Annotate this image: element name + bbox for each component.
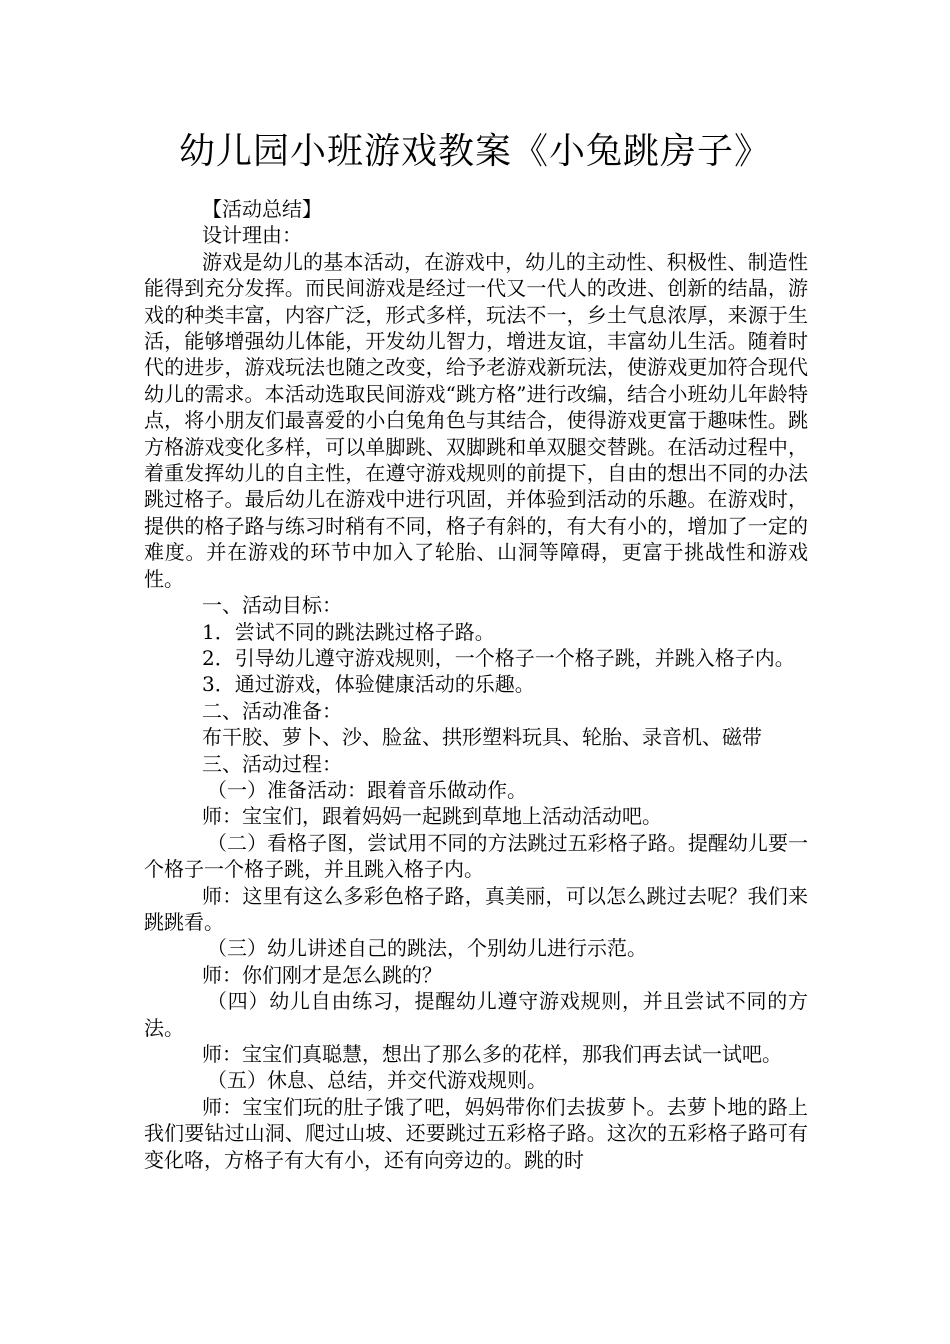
teacher-line-1: 师：宝宝们，跟着妈妈一起跳到草地上活动活动吧。 [202, 804, 662, 829]
teacher-line-4: 师：宝宝们真聪慧，想出了那么多的花样，那我们再去试一试吧。 [202, 1042, 782, 1066]
teacher-line-2: 师：这里有这么多彩色格子路，真美丽，可以怎么跳过去呢？我们来跳跳看。 [144, 883, 808, 934]
document-body [144, 196, 808, 1173]
preparation-list: 布干胶、萝卜、沙、脸盆、拱形塑料玩具、轮胎、录音机、磁带 [202, 725, 762, 750]
section-heading-preparation: 二、活动准备： [202, 698, 342, 723]
section-heading-summary: 【活动总结】 [202, 197, 322, 221]
document-title: 幼儿园小班游戏教案《小兔跳房子》 [178, 131, 771, 172]
goal-item-3: 3．通过游戏，体验健康活动的乐趣。 [202, 672, 535, 697]
process-step-5: （五）休息、总结，并交代游戏规则。 [207, 1068, 547, 1093]
process-step-2: （二）看格子图，尝试用不同的方法跳过五彩格子路。提醒幼儿要一个格子一个格子跳，并且跳入格子内。 [144, 830, 808, 882]
process-step-4: （四）幼儿自由练习，提醒幼儿遵守游戏规则，并且尝试不同的方法。 [144, 989, 808, 1040]
section-heading-goals: 一、活动目标： [202, 593, 342, 618]
goal-item-1: 1．尝试不同的跳法跳过格子路。 [202, 619, 495, 644]
teacher-line-5: 师：宝宝们玩的肚子饿了吧，妈妈带你们去拔萝卜。去萝卜地的路上我们要钻过山洞、爬过山坡、还要跳过五彩格子路。这次的五彩格子路可有变化咯，方格子有大有小，还有向旁边的。跳的时 [144, 1094, 808, 1172]
paragraph-label-reason: 设计理由： [202, 223, 302, 248]
process-step-3: （三）幼儿讲述自己的跳法，个别幼儿进行示范。 [207, 936, 647, 961]
process-step-1: （一）准备活动：跟着音乐做动作。 [207, 777, 527, 802]
paragraph-design-reason: 游戏是幼儿的基本活动，在游戏中，幼儿的主动性、积极性、制造性能得到充分发挥。而民间游戏是经过一代又一代人的改进、创新的结晶，游戏的种类丰富，内容广泛，形式多样，玩法不一，乡土气息浓厚，来源于生活，能够增强幼儿体能，开发幼儿智力，增进友谊，丰富幼儿生活。随着时代的进步，游戏玩法也随之改变，给予老游戏新玩法，使游戏更加符合现代幼儿的需求。本活动选取民间游戏“跳方格”进行改编，结合小班幼儿年龄特点，将小朋友们最喜爱的小白兔角色与其结合，使得游戏更富于趣味性。跳方格游戏变化多样，可以单脚跳、双脚跳和单双腿交替跳。在活动过程中，着重发挥幼儿的自主性，在遵守游戏规则的前提下，自由的想出不同的办法跳过格子。最后幼儿在游戏中进行巩固，并体验到活动的乐趣。在游戏时，提供的格子路与练习时稍有不同，格子有斜的，有大有小的，增加了一定的难度。并在游戏的环节中加入了轮胎、山洞等障碍，更富于挑战性和游戏性。 [144, 249, 808, 591]
teacher-line-3: 师：你们刚才是怎么跳的？ [202, 962, 442, 987]
section-heading-process: 三、活动过程： [202, 751, 342, 776]
goal-item-2: 2．引导幼儿遵守游戏规则，一个格子一个格子跳，并跳入格子内。 [202, 645, 795, 670]
